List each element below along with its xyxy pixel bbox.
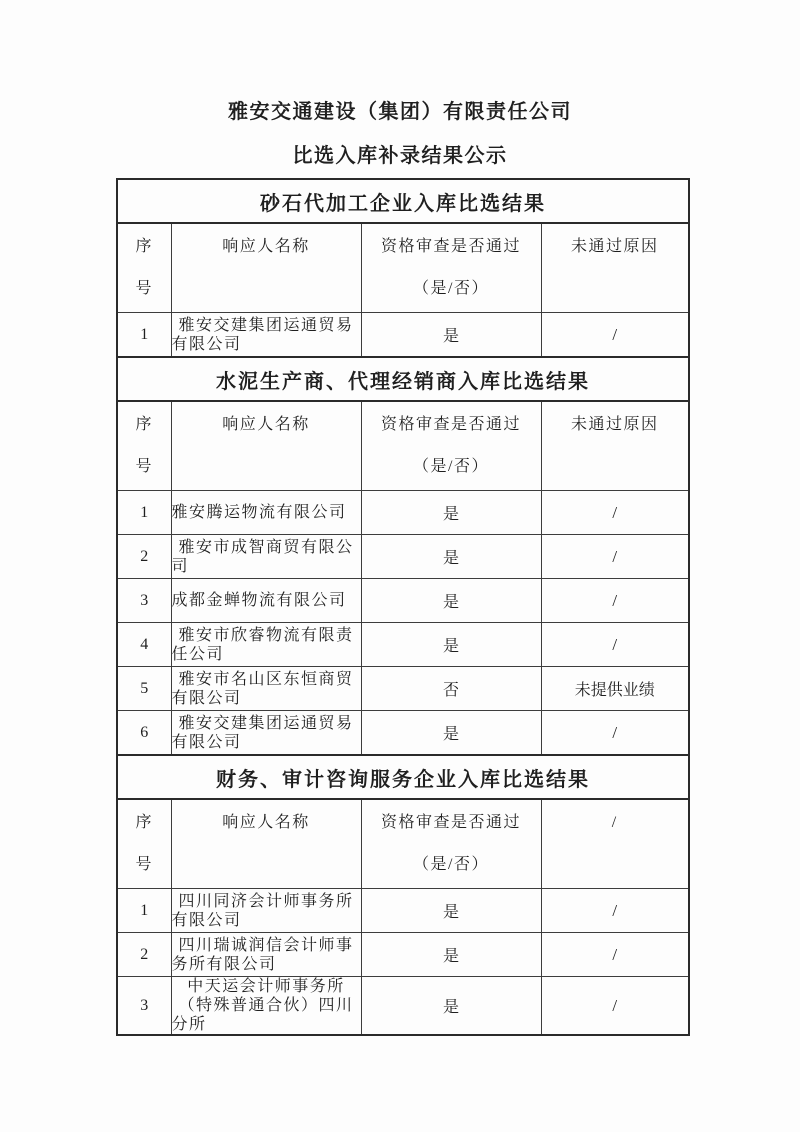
reason-cell: / (541, 313, 689, 358)
pass-header-cell (361, 799, 541, 889)
section-title: 砂石代加工企业入库比选结果 (117, 179, 689, 223)
section-title-row (117, 179, 689, 223)
table-row (117, 491, 689, 535)
reason-cell: / (541, 933, 689, 977)
pass-header-cell (361, 401, 541, 491)
row-number-cell: 3 (117, 579, 171, 623)
row-number-cell: 4 (117, 623, 171, 667)
row-number-cell: 5 (117, 667, 171, 711)
table-row (117, 977, 689, 1036)
document-title: 雅安交通建设（集团）有限责任公司 (228, 101, 572, 123)
company-name-cell: 雅安市名山区东恒商贸有限公司 (171, 667, 361, 711)
company-name-cell: 成都金蝉物流有限公司 (171, 579, 361, 623)
table-row (117, 313, 689, 358)
pass-status-cell: 否 (361, 667, 541, 711)
table-header-row (117, 223, 689, 313)
table-row (117, 711, 689, 756)
company-name-cell: 雅安市欣睿物流有限责任公司 (171, 623, 361, 667)
reason-cell: / (541, 491, 689, 535)
results-table (116, 178, 690, 1036)
serial-header-cell (117, 223, 171, 313)
pass-status-cell: 是 (361, 535, 541, 579)
company-name-cell: 雅安腾运物流有限公司 (171, 491, 361, 535)
reason-cell: 未提供业绩 (541, 667, 689, 711)
row-number-cell: 3 (117, 977, 171, 1036)
reason-cell: / (541, 711, 689, 756)
reason-header-cell: 未通过原因 (541, 223, 689, 313)
serial-header-cell (117, 799, 171, 889)
table-row (117, 889, 689, 933)
pass-status-cell: 是 (361, 623, 541, 667)
row-number-cell: 2 (117, 535, 171, 579)
name-header-cell: 响应人名称 (171, 401, 361, 491)
serial-header-line2: 号 (135, 458, 153, 475)
pass-header-line1: 资格审查是否通过 (380, 238, 521, 255)
name-header-cell: 响应人名称 (171, 223, 361, 313)
table-row (117, 535, 689, 579)
reason-cell: / (541, 889, 689, 933)
serial-header-line1: 序 (135, 814, 153, 831)
pass-status-cell: 是 (361, 491, 541, 535)
pass-status-cell: 是 (361, 711, 541, 756)
pass-status-cell: 是 (361, 313, 541, 358)
pass-header-line1: 资格审查是否通过 (380, 416, 521, 433)
pass-header-line1: 资格审查是否通过 (380, 814, 521, 831)
table-row (117, 623, 689, 667)
pass-status-cell: 是 (361, 977, 541, 1036)
serial-header-line2: 号 (135, 280, 153, 297)
company-name-cell: 中天运会计师事务所（特殊普通合伙）四川分所 (171, 977, 361, 1036)
row-number-cell: 1 (117, 313, 171, 358)
section-title: 财务、审计咨询服务企业入库比选结果 (117, 755, 689, 799)
table-header-row (117, 799, 689, 889)
section-title-row (117, 357, 689, 401)
document-subtitle: 比选入库补录结果公示 (292, 145, 508, 167)
pass-header-line2: （是/否） (413, 856, 489, 873)
table-row (117, 667, 689, 711)
company-name-cell: 雅安交建集团运通贸易有限公司 (171, 711, 361, 756)
reason-header-cell: / (541, 799, 689, 889)
pass-status-cell: 是 (361, 579, 541, 623)
serial-header-line1: 序 (135, 238, 153, 255)
pass-header-line2: （是/否） (413, 280, 489, 297)
pass-header-line2: （是/否） (413, 458, 489, 475)
name-header-cell: 响应人名称 (171, 799, 361, 889)
table-row (117, 933, 689, 977)
pass-header-cell (361, 223, 541, 313)
row-number-cell: 1 (117, 491, 171, 535)
reason-cell: / (541, 535, 689, 579)
section-title-row (117, 755, 689, 799)
reason-cell: / (541, 977, 689, 1036)
serial-header-cell (117, 401, 171, 491)
company-name-cell: 四川瑞诚润信会计师事务所有限公司 (171, 933, 361, 977)
pass-status-cell: 是 (361, 889, 541, 933)
company-name-cell: 四川同济会计师事务所有限公司 (171, 889, 361, 933)
company-name-cell: 雅安交建集团运通贸易有限公司 (171, 313, 361, 358)
company-name-cell: 雅安市成智商贸有限公司 (171, 535, 361, 579)
reason-cell: / (541, 579, 689, 623)
row-number-cell: 6 (117, 711, 171, 756)
reason-cell: / (541, 623, 689, 667)
reason-header-cell: 未通过原因 (541, 401, 689, 491)
row-number-cell: 1 (117, 889, 171, 933)
serial-header-line1: 序 (135, 416, 153, 433)
section-title: 水泥生产商、代理经销商入库比选结果 (117, 357, 689, 401)
table-row (117, 579, 689, 623)
pass-status-cell: 是 (361, 933, 541, 977)
table-header-row (117, 401, 689, 491)
serial-header-line2: 号 (135, 856, 153, 873)
row-number-cell: 2 (117, 933, 171, 977)
